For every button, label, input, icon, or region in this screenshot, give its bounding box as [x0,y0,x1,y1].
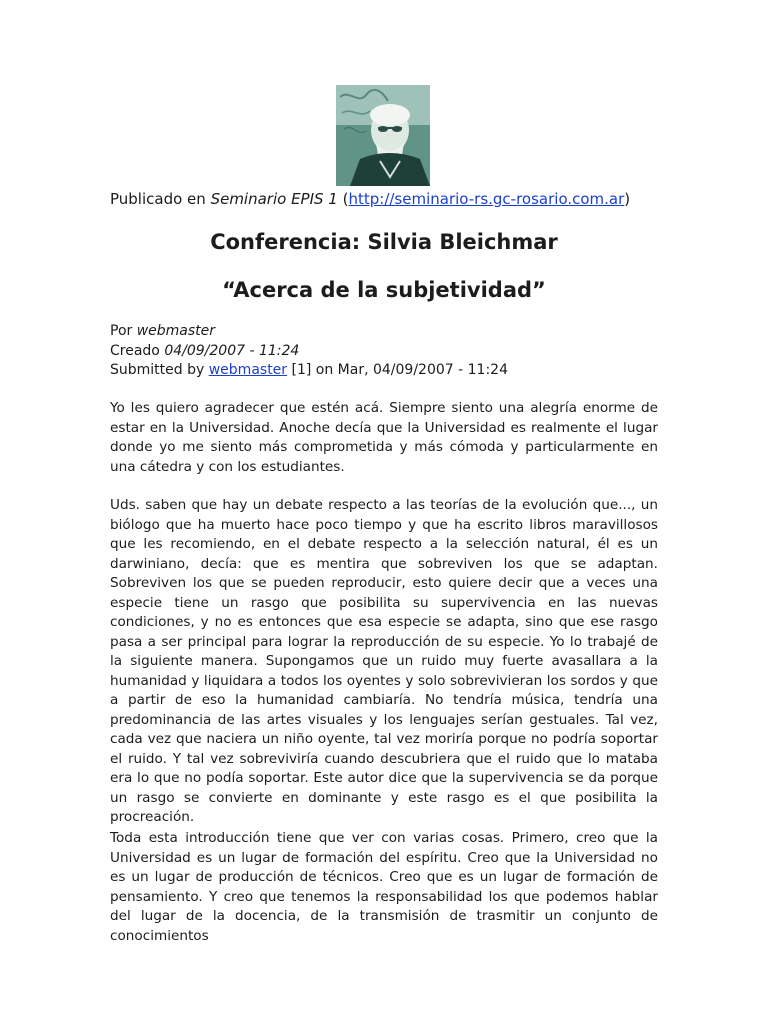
created-date: 04/09/2007 - 11:24 [164,342,300,359]
site-url-link[interactable]: http://seminario-rs.gc-rosario.com.ar [348,190,625,208]
body-paragraph: Uds. saben que hay un debate respecto a las teorías de la evolución que..., un biólogo que ha muerto hace poco tiempo y que ha escrito libros maravillosos que les recomiendo, en el debate respecto a la selección natural, él es un darwiniano, decía: que es mentira que sobreviven los que se adaptan. Sobreviven los que se pueden reproducir, esto quiere decir que a veces una especie tiene un rasgo que posibilita su supervivencia en las nuevas condiciones, y no es entonces que esa especie se adapta, sino que ese rasgo pasa a ser principal para lograr la reproducción de su especie. Yo lo trabajé de la siguiente manera. Supongamos que un ruido muy fuerte avasallara a la humanidad y liquidara a todos los oyentes y solo sobrevivieran los sordos y que a partir de eso la humanidad cambiaría. No tendría música, tendría una predominancia de las artes visuales y los lenguajes serían gestuales. Tal vez, cada vez que naciera un niño oyente, tal vez moriría porque no podría soportar el ruido. Y tal vez sobreviviría cuando descubriera que el ruido que lo mataba era lo que no podía soportar. Este autor dice que la supervivencia se da porque un rasgo se convierte en dominante y este rasgo es el que posibilita la procreación. [110,497,658,825]
author-label: Por [110,323,137,339]
body-paragraph: Yo les quiero agradecer que estén acá. Siempre siento una alegría enorme de estar en la Universidad. Anoche decía que la Universidad es realmente el lugar donde yo me siento más comprometida y más cómoda y particularmente en una cátedra y con los estudiantes. [110,400,658,475]
portrait-photo-icon [336,85,430,186]
submitted-line [110,361,658,381]
author-name: webmaster [136,323,216,339]
site-name: Seminario EPIS 1 [210,190,338,208]
body-paragraph: Toda esta introducción tiene que ver con varias cosas. Primero, creo que la Universidad es un lugar de formación del espíritu. Creo que la Universidad no es un lugar de producción de técnicos. Creo que es un lugar de formación de pensamiento. Y creo que tenemos la responsabilidad los que podemos hablar del lugar de la docencia, de la transmisión de trasmitir un conjunto de conocimientos [110,830,658,944]
page-subtitle: “Acerca de la subjetividad” [222,278,546,302]
published-in-line [110,189,630,209]
author-line [110,322,658,342]
published-prefix: Publicado en [110,190,211,208]
created-line [110,342,658,362]
submitted-author-link[interactable]: webmaster [208,362,288,378]
post-meta [110,322,658,381]
submitted-prefix: Submitted by [110,362,209,378]
created-label: Creado [110,342,165,359]
site-url-open: ( [337,190,349,208]
page-title: Conferencia: Silvia Bleichmar [210,230,558,254]
site-url-close: ) [624,190,631,208]
submitted-suffix: [1] on Mar, 04/09/2007 - 11:24 [287,362,508,378]
